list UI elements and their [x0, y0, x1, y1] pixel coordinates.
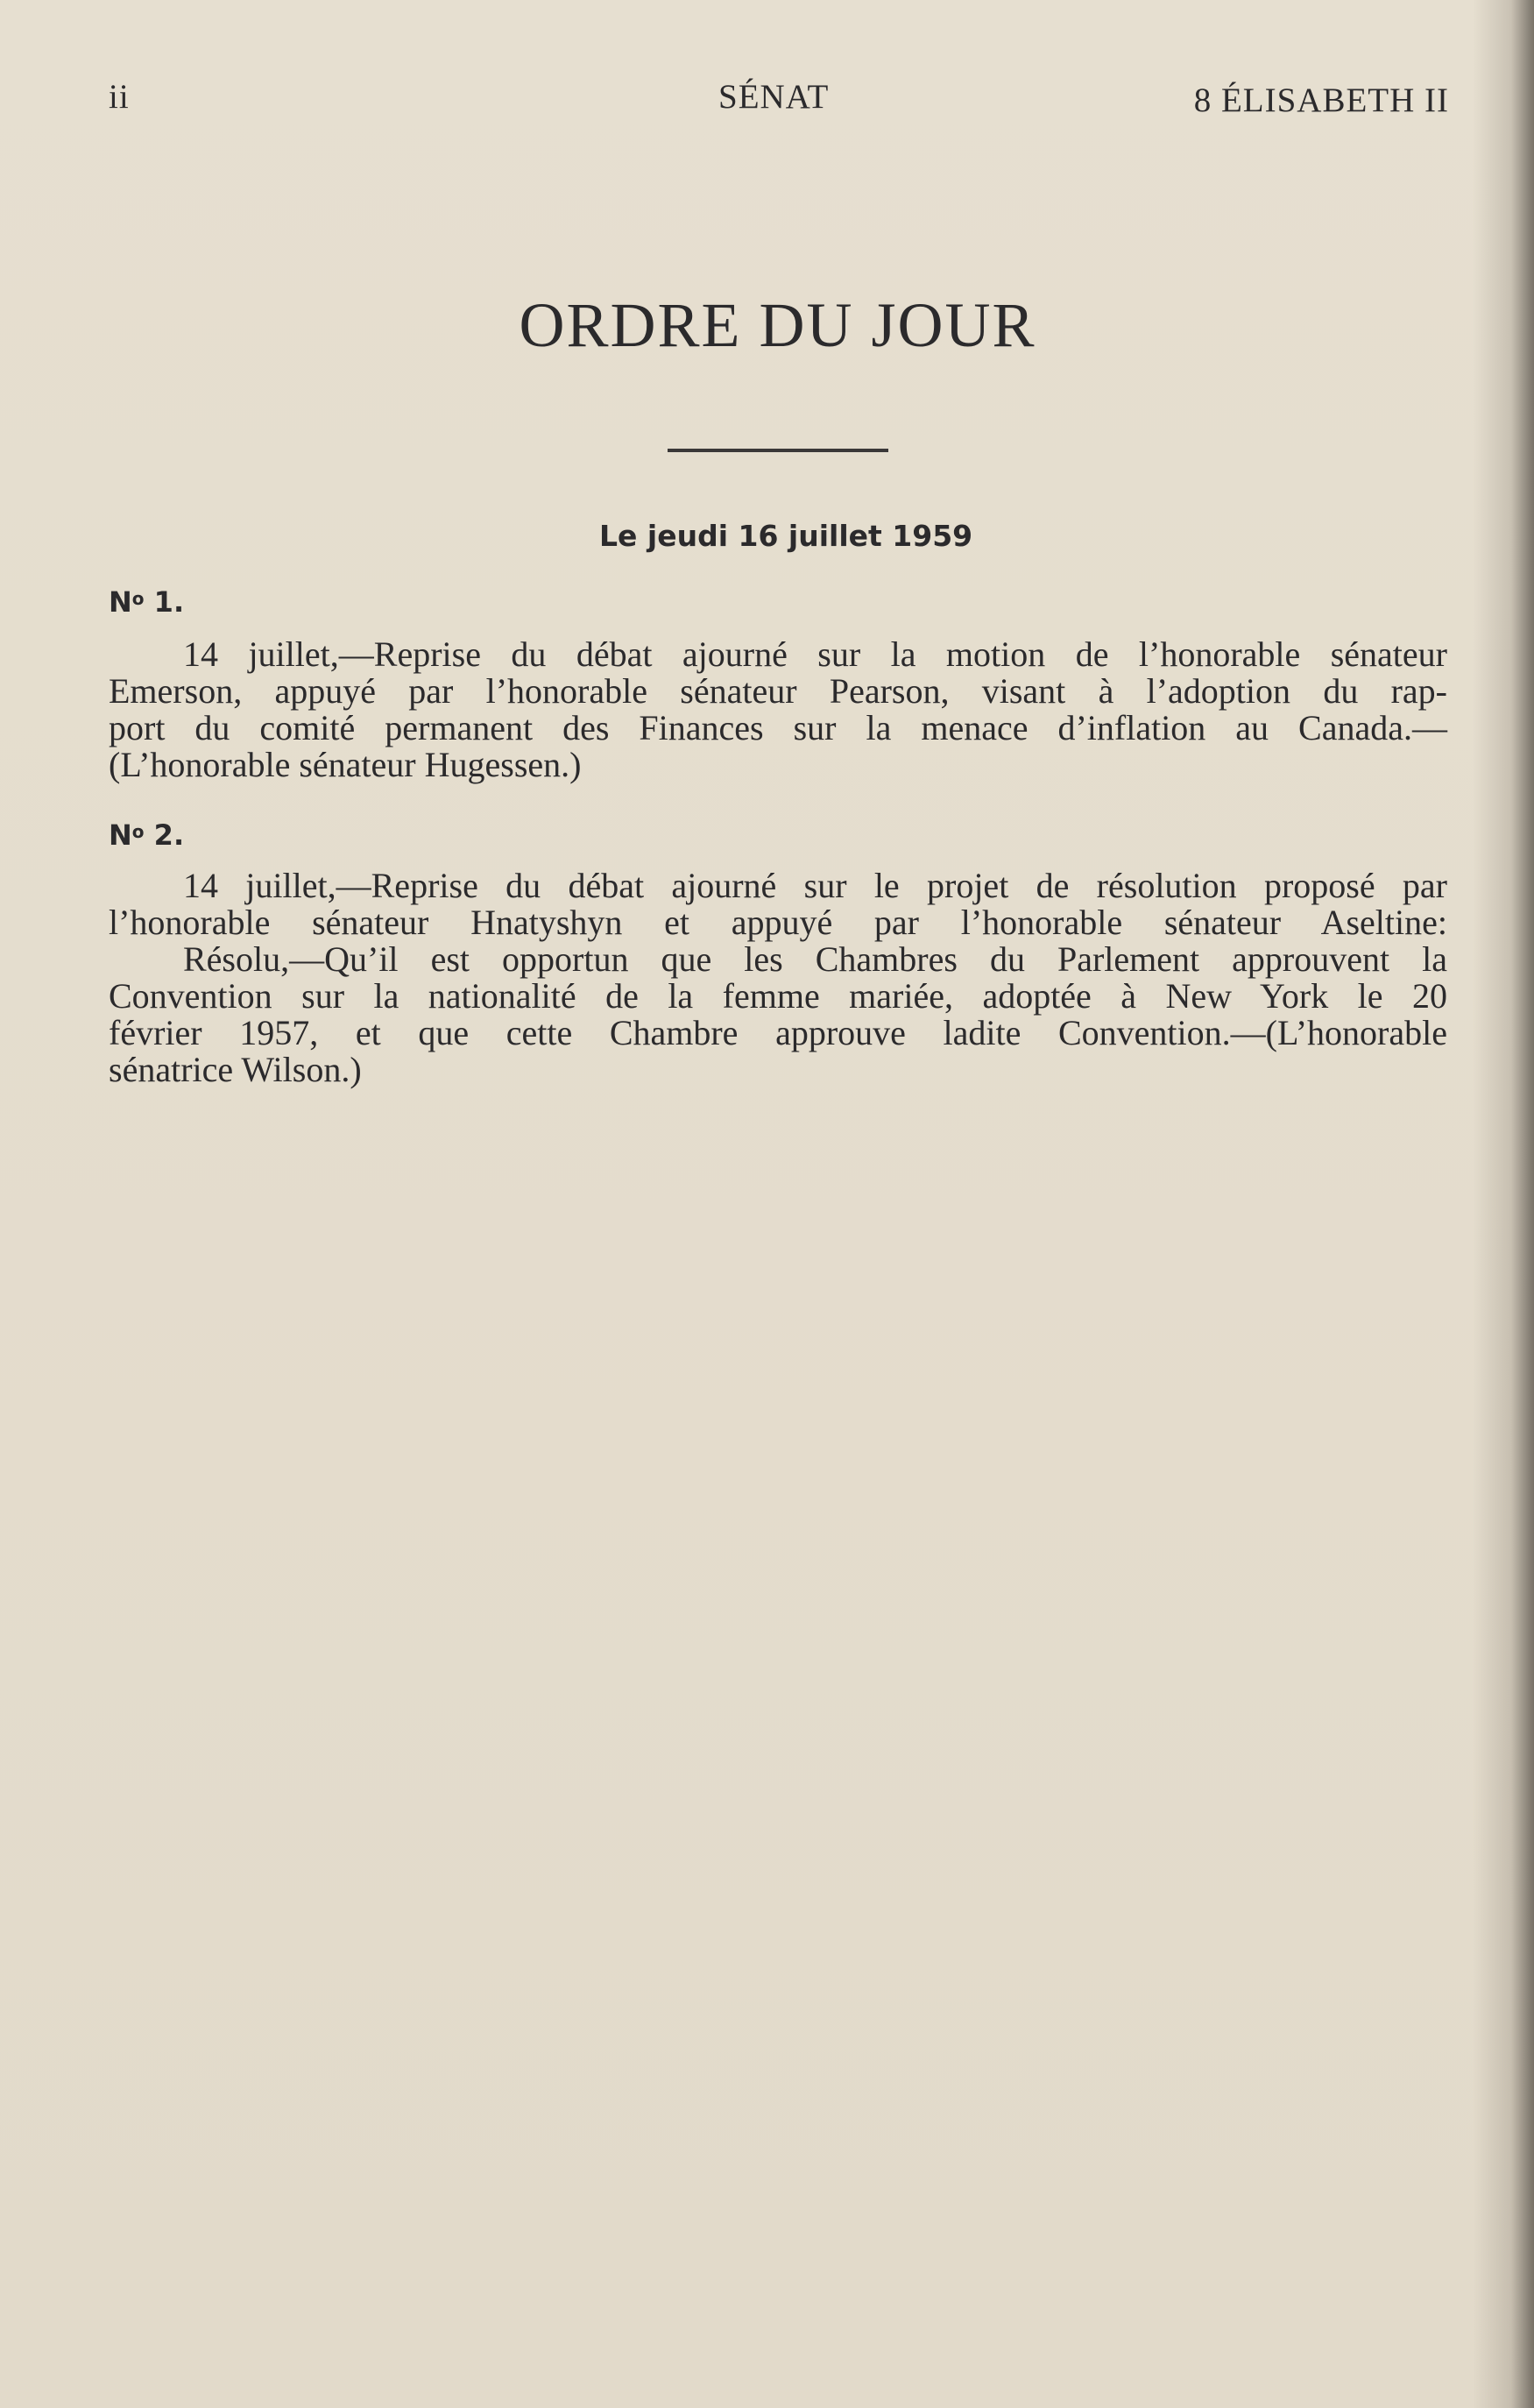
title-divider — [668, 449, 888, 452]
item-number-prefix: N — [109, 585, 132, 619]
text-line: port du comité permanent des Finances sur la menace d’inflation au Canada.— — [109, 708, 1447, 747]
text-line: 14 juillet,—Reprise du débat ajourné sur la motion de l’honorable sénateur — [183, 634, 1447, 674]
text-line: Emerson, appuyé par l’honorable sénateur Pearson, visant à l’adoption du rap- — [109, 671, 1447, 711]
page-title: ORDRE DU JOUR — [519, 290, 1036, 360]
header-center-title: SÉNAT — [718, 78, 830, 116]
text-line: l’honorable sénateur Hnatyshyn et appuyé par l’honorable sénateur Aseltine: — [109, 903, 1447, 942]
item-number-2 — [109, 818, 184, 852]
sitting-date: Le jeudi 16 juillet 1959 — [599, 519, 973, 553]
running-header — [109, 77, 1449, 121]
text-line: février 1957, et que cette Chambre approuve ladite Convention.—(L’honorable — [109, 1013, 1447, 1052]
page-number: ii — [109, 78, 130, 116]
text-line: (L’honorable sénateur Hugessen.) — [109, 745, 582, 784]
item-1-text — [109, 636, 1447, 783]
item-number-value: 2. — [144, 818, 185, 852]
header-regnal-year: 8 ÉLISABETH II — [1193, 81, 1449, 119]
text-line: Résolu,—Qu’il est opportun que les Chambres du Parlement approuvent la — [183, 939, 1447, 979]
item-number-prefix: N — [109, 818, 132, 852]
item-number-sup: o — [131, 588, 145, 609]
item-number-1 — [109, 585, 184, 619]
text-line: sénatrice Wilson.) — [109, 1050, 362, 1089]
item-2-resolution — [109, 941, 1447, 1088]
text-line: Convention sur la nationalité de la femme mariée, adoptée à New York le 20 — [109, 976, 1447, 1016]
item-2-text — [109, 868, 1447, 941]
item-number-sup: o — [131, 821, 145, 842]
text-line: 14 juillet,—Reprise du débat ajourné sur le projet de résolution proposé par — [183, 866, 1447, 905]
item-number-value: 1. — [144, 585, 185, 619]
